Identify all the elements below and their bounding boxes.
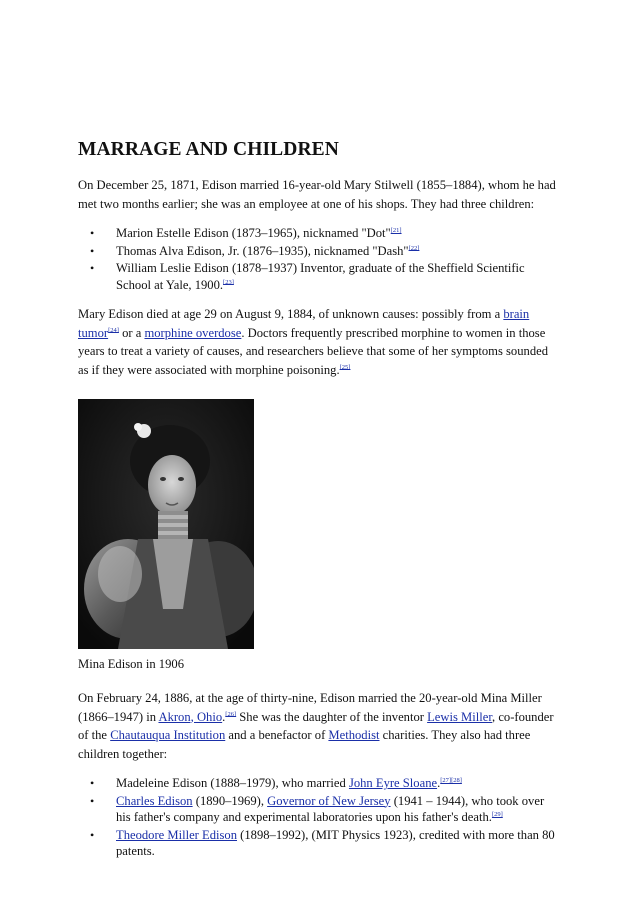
text-run: Mary Edison died at age 29 on August 9, 1884, of unknown causes: possibly from a	[78, 307, 504, 321]
text-run: (1890–1969),	[192, 793, 268, 808]
reference-link[interactable]: [23]	[223, 278, 234, 286]
reference-link[interactable]: [26]	[225, 710, 237, 718]
list-item	[78, 260, 560, 293]
second-marriage-paragraph	[78, 689, 560, 763]
theodore-miller-edison-link[interactable]: Theodore Miller Edison	[116, 827, 238, 842]
methodist-link[interactable]: Methodist	[328, 728, 380, 742]
reference-link[interactable]: [25]	[339, 363, 351, 371]
second-children-list	[78, 775, 560, 860]
reference-link[interactable]: [29]	[491, 810, 503, 818]
intro-paragraph: On December 25, 1871, Edison married 16-year-old Mary Stilwell (1855–1884), whom he had met two months earlier; she was an employee at one of his shops. They had three children:	[78, 178, 556, 211]
list-item	[78, 225, 560, 242]
bullet-icon: •	[90, 226, 95, 240]
child-text: Thomas Alva Edison, Jr. (1876–1935), nicknamed "Dash"	[116, 243, 409, 258]
governor-of-new-jersey-link[interactable]: Governor of New Jersey	[267, 793, 391, 808]
john-eyre-sloane-link[interactable]: John Eyre Sloane	[348, 776, 438, 790]
text-run: She was the daughter of the inventor	[236, 709, 428, 724]
photo-caption: Mina Edison in 1906	[78, 657, 184, 671]
section-heading: MARRAGE AND CHILDREN	[78, 139, 339, 160]
child-text: William Leslie Edison (1878–1937) Inventor, graduate of the Sheffield Scientific School at Yale, 1900.	[116, 261, 525, 292]
text-run: Madeleine Edison (1888–1979), who married	[116, 776, 349, 790]
bullet-icon: •	[90, 827, 95, 842]
text-run: .	[222, 709, 226, 724]
reference-link[interactable]: [24]	[108, 326, 119, 334]
brain-tumor-link[interactable]: brain tumor	[78, 307, 530, 340]
morphine-overdose-link[interactable]: morphine overdose	[144, 325, 242, 340]
lewis-miller-link[interactable]: Lewis Miller	[427, 709, 493, 724]
list-item	[78, 243, 560, 260]
text-run: On February 24, 1886, at the age of thirty-nine, Edison married the 20-year-old Mina Miller (1866–1947) in	[78, 691, 542, 724]
text-run: and a benefactor of	[225, 728, 329, 742]
list-item	[78, 793, 560, 826]
text-run: .	[437, 776, 441, 790]
text-run: charities. They also had three children together:	[78, 728, 531, 761]
mina-edison-portrait	[78, 399, 254, 649]
bullet-icon: •	[90, 243, 95, 258]
text-run: (1898–1992), (MIT Physics 1923), credited with more than 80 patents.	[116, 827, 555, 858]
child-text: Marion Estelle Edison (1873–1965), nicknamed "Dot"	[116, 226, 391, 240]
death-paragraph	[78, 305, 560, 379]
bullet-icon: •	[90, 793, 95, 808]
bullet-icon: •	[90, 261, 95, 275]
text-run: . Doctors frequently prescribed morphine to women in those years to treat a variety of causes, and researchers believe that some of her symptoms sounded as if they were associated with morphine poisoning.	[78, 325, 548, 377]
list-item	[78, 775, 560, 792]
bullet-icon: •	[90, 776, 95, 790]
portrait-photo	[78, 399, 254, 649]
reference-link[interactable]: [22]	[408, 244, 420, 252]
text-run: or a	[118, 325, 145, 340]
reference-link[interactable]: [21]	[390, 226, 402, 234]
akron-ohio-link[interactable]: Akron, Ohio	[158, 709, 223, 724]
text-run: , co-founder of the	[78, 709, 554, 742]
list-item	[78, 827, 560, 860]
first-children-list	[78, 225, 560, 293]
charles-edison-link[interactable]: Charles Edison	[116, 793, 193, 808]
reference-link[interactable]: [27][28]	[440, 776, 462, 784]
chautauqua-institution-link[interactable]: Chautauqua Institution	[110, 728, 226, 742]
document-page	[78, 138, 560, 872]
text-run: (1941 – 1944), who took over his father's company and experimental laboratories upon his father's death.	[116, 793, 545, 824]
